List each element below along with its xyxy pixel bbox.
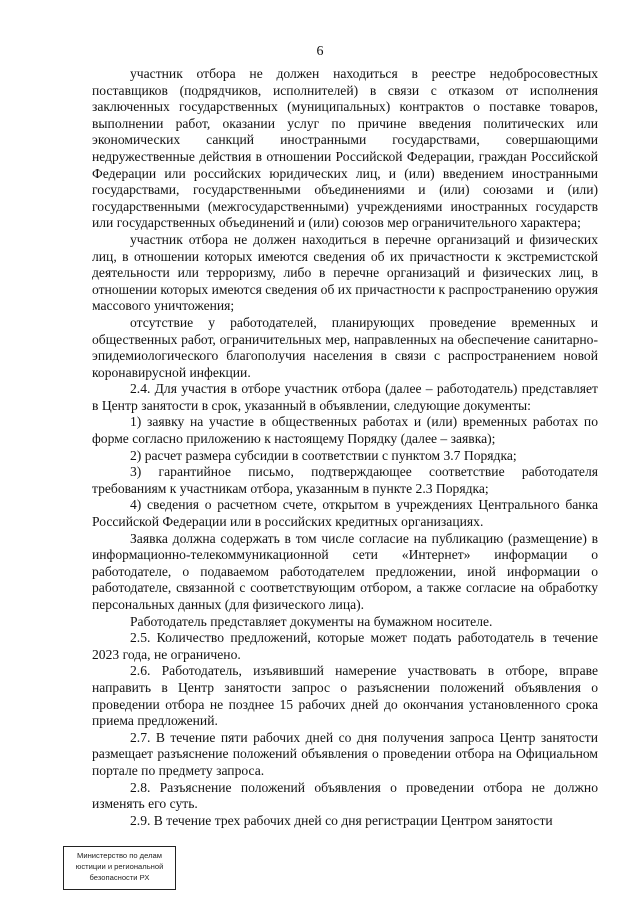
paragraph: участник отбора не должен находиться в реестре недобросовестных поставщиков (подрядчиков, исполнителей) в связи с отказом от исполнения заключенных государственных (муниципальных) контрактов о поставке товаров, выполнении работ, оказании услуг по причине введения политических или экономических санкций иностранными государствами, совершающими недружественные действия в отношении Российской Федерации, граждан Российской Федерации или российских юридических лиц, и (или) введением иностранными государствами, государственными объединениями и (или) союзами и (или) государственными (межгосударственными) учреждениями иностранных государств или государственных объединений и (или) союзов мер ограничительного характера; [92,66,598,231]
paragraph: Заявка должна содержать в том числе согласие на публикацию (размещение) в информационно-телекоммуникационной сети «Интернет» информации о работодателе, о подаваемом работодателем предложении, иной информации о работодателе, связанной с соответствующим отбором, а также согласие на обработку персональных данных (для физического лица). [92,530,598,612]
paragraph: 2.8. Разъяснение положений объявления о проведении отбора не должно изменять его суть. [92,779,598,812]
paragraph: отсутствие у работодателей, планирующих проведение временных и общественных работ, ограничительных мер, направленных на обеспечение санитарно-эпидемиологического благополучия населения в связи с распространением новой коронавирусной инфекции. [92,314,598,380]
paragraph: 1) заявку на участие в общественных работах и (или) временных работах по форме согласно приложению к настоящему Порядку (далее – заявка); [92,414,598,447]
paragraph: 2.9. В течение трех рабочих дней со дня регистрации Центром занятости [130,812,553,828]
page-number: 6 [316,44,324,59]
paragraph: 4) сведения о расчетном счете, открытом в учреждениях Центрального банка Российской Федерации или в российских кредитных организациях. [92,497,598,530]
paragraph: 2.5. Количество предложений, которые может подать работодатель в течение 2023 года, не ограничено. [92,630,598,662]
paragraph: 2.4. Для участия в отборе участник отбора (далее – работодатель) представляет в Центр занятости в срок, указанный в объявлении, следующие документы: [92,381,598,413]
stamp-line: Министерство по делам [77,851,162,860]
paragraph: 2.6. Работодатель, изъявивший намерение участвовать в отборе, вправе направить в Центр занятости запрос о разъяснении положений объявления о проведении отбора не позднее 15 рабочих дней до окончания установленного срока приема предложений. [92,663,598,729]
stamp-line: юстиции и региональной [75,862,164,871]
paragraph: 3) гарантийное письмо, подтверждающее соответствие работодателя требованиям к участникам отбора, указанным в пункте 2.3 Порядка; [92,464,598,496]
registration-stamp [63,846,176,890]
paragraph: Работодатель представляет документы на бумажном носителе. [130,613,493,629]
paragraph: участник отбора не должен находиться в перечне организаций и физических лиц, в отношении которых имеются сведения об их причастности к экстремистской деятельности или терроризму, либо в перечне организаций и физических лиц, в отношении которых имеются сведения об их причастности к распространению оружия массового уничтожения; [92,231,598,314]
paragraph: 2.7. В течение пяти рабочих дней со дня получения запроса Центр занятости размещает разъяснение положений объявления о проведении отбора на Официальном портале по предмету запроса. [92,729,598,778]
paragraph: 2) расчет размера субсидии в соответствии с пунктом 3.7 Порядка; [130,447,517,463]
document-body [92,66,598,829]
stamp-line: безопасности РХ [89,873,150,882]
